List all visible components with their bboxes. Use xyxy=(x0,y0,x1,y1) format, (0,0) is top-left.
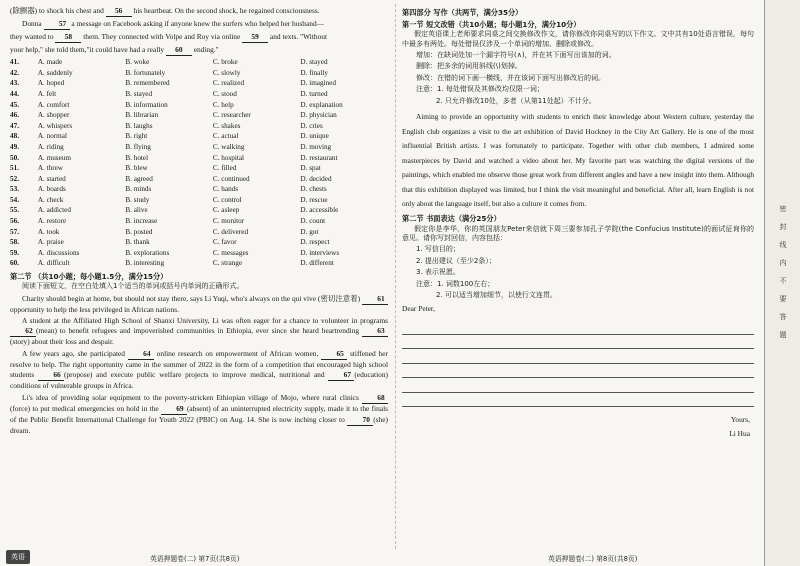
question-number: 43. xyxy=(10,79,19,88)
option-c: C. monitor xyxy=(212,217,245,226)
option-d: D. restaurant xyxy=(300,153,338,162)
option-d: D. cries xyxy=(300,121,323,130)
question-number: 48. xyxy=(10,132,19,141)
text-span: (education) conditions of vulnerable groups in Africa. xyxy=(10,370,388,390)
question-number: 55. xyxy=(10,206,19,215)
option-b: B. right xyxy=(125,132,148,141)
binding-margin xyxy=(764,0,800,566)
left-page-footer: 英语押题卷(二) 第7页(共8页) xyxy=(150,555,240,563)
blank-number: 68 xyxy=(362,393,388,404)
option-row xyxy=(10,217,388,228)
option-d: D. spat xyxy=(300,164,321,173)
blank-number: 62 xyxy=(10,326,36,337)
option-row xyxy=(10,121,388,132)
writing-line xyxy=(402,335,754,350)
option-b: B. alive xyxy=(125,206,148,215)
option-b: B. minds xyxy=(125,185,152,194)
option-c: C. walking xyxy=(212,142,245,151)
question-number: 58. xyxy=(10,238,19,247)
blank-number: 69 xyxy=(161,404,187,415)
blank-number: 60 xyxy=(166,45,192,56)
instruction-line: 假定英语课上老师要求同桌之间交换修改作文，请你修改你同桌写的以下作文。文中共有10处语言错误，每句中最多有两处。每处错误仅涉及一个单词的增加、删除或修改。 xyxy=(402,30,754,48)
option-c: C. favor xyxy=(212,238,237,247)
option-row xyxy=(10,100,388,111)
options-table xyxy=(10,58,388,270)
text-span: your help," she told them,"it could have had a really xyxy=(10,44,166,54)
question-number: 51. xyxy=(10,164,19,173)
option-d: D. explanation xyxy=(300,100,343,109)
text-span: opportunity to help the less privileged in African nations. xyxy=(10,304,179,314)
option-c: C. hospital xyxy=(212,153,245,162)
question-number: 53. xyxy=(10,185,19,194)
option-d: D. unique xyxy=(300,132,329,141)
text-span: (force) to put medical emergencies on hold in the xyxy=(10,403,161,413)
blank-number: 61 xyxy=(362,294,388,305)
instruction-line: 2. 只允许修改10处，多者（从第11处起）不计分。 xyxy=(436,96,596,105)
option-c: C. asleep xyxy=(212,206,240,215)
option-a: A. shopper xyxy=(37,111,70,120)
option-b: B. agreed xyxy=(125,174,153,183)
option-d: D. moving xyxy=(300,142,332,151)
text-span: A student at the Affiliated High School of Shanxi University, Li was often eager for a chance to volunteer in programs xyxy=(22,316,388,326)
option-c: C. filled xyxy=(212,164,237,173)
subject-badge: 英语 xyxy=(6,550,30,564)
part4-title: 第四部分 写作（共两节，满分35分） xyxy=(402,8,523,17)
option-d: D. decided xyxy=(300,174,332,183)
instruction-line: 2. 可以适当增加细节，以使行文连贯。 xyxy=(436,290,557,299)
text-span: (mean) to benefit refugees and impoverished communities in Ethiopia, ever since she heard heartrending xyxy=(36,326,362,336)
blank-number: 70 xyxy=(347,415,373,426)
option-d: D. finally xyxy=(300,68,328,77)
option-d: D. turned xyxy=(300,89,328,98)
option-c: C. researcher xyxy=(212,111,251,120)
question-number: 59. xyxy=(10,248,19,257)
option-row xyxy=(10,195,388,206)
option-a: A. museum xyxy=(37,153,71,162)
question-number: 52. xyxy=(10,174,19,183)
s2-title: 第二节 书面表达（满分25分） xyxy=(402,214,501,224)
option-a: A. started xyxy=(37,174,66,183)
option-d: D. rescue xyxy=(300,195,328,204)
instruction-line: 增加：在缺词处加一个漏字符号(∧)，并在其下面写出该加的词。 xyxy=(416,51,616,60)
text-span: online research on empowerment of African women, xyxy=(153,349,322,359)
option-a: A. normal xyxy=(37,132,67,141)
option-a: A. check xyxy=(37,195,64,204)
option-d: D. physician xyxy=(300,111,337,120)
option-row xyxy=(10,132,388,143)
text-span: A few years ago, she participated xyxy=(22,349,128,359)
option-c: C. realized xyxy=(212,79,245,88)
correction-essay: Aiming to provide an opportunity with students to enrich their knowledge about Western culture, yesterday the English club organizes a visit to the art exhibition of David Hockney in the City Art Gallery. He is one of the most influential British artists. I was fortunately to participate. Together with other club members, I admired some masterpieces by David and watched a video about her. My favorite part was watching the digital versions of the paintings, which enabled me observe those great work from different angles and have a new insight into them. Although that this exhibition displayed was limited, but I think the visit meaningful and beneficial. After all, learn English is not only about the language itself, but also a culture it comes from. xyxy=(402,111,754,209)
writing-line xyxy=(402,349,754,364)
option-row xyxy=(10,227,388,238)
text-span: Charity should begin at home, but should not stay there, says Li Yuqi, who's always on the qui vive (密切注意着) xyxy=(22,293,362,303)
option-d: D. got xyxy=(300,227,319,236)
option-b: B. information xyxy=(125,100,168,109)
text-span: (absent) of an uninterrupted electricity supply, made it to the finals of the Public Benefit International Challenge for Youth 2022 (PBIC) on Aug. 14. She is now inching closer to xyxy=(10,403,388,424)
option-row xyxy=(10,79,388,90)
option-b: B. librarian xyxy=(125,111,159,120)
text-span: his heartbeat. On the second shock, he regained consciousness. xyxy=(131,6,320,15)
blank-number: 57 xyxy=(44,19,70,30)
option-row xyxy=(10,259,388,270)
right-page xyxy=(402,6,754,440)
option-b: B. study xyxy=(125,195,150,204)
writing-line xyxy=(402,378,754,393)
text-span: Li's idea of providing solar equipment to the poverty-stricken Ethiopian village of Mojo, where rural clinics xyxy=(22,392,362,402)
option-d: D. interviews xyxy=(300,248,340,257)
question-number: 50. xyxy=(10,153,19,162)
blank-number: 67 xyxy=(328,370,354,381)
cloze-passage-end xyxy=(10,6,388,56)
option-d: D. stayed xyxy=(300,58,328,67)
writing-line xyxy=(402,320,754,335)
text-span: (she) dream. xyxy=(10,414,388,435)
option-c: C. slowly xyxy=(212,68,241,77)
cloze-line xyxy=(10,19,388,30)
instruction-line: 2. 提出建议（至少2条）； xyxy=(416,256,496,265)
question-number: 57. xyxy=(10,227,19,236)
s2-instructions xyxy=(402,225,754,301)
text-span: them. They connected with Volpe and Roy via online xyxy=(81,31,243,41)
option-a: A. made xyxy=(37,58,63,67)
option-b: B. stayed xyxy=(125,89,153,98)
option-row xyxy=(10,89,388,100)
option-d: D. chests xyxy=(300,185,327,194)
option-c: C. help xyxy=(212,100,234,109)
option-b: B. hotel xyxy=(125,153,149,162)
right-page-footer: 英语押题卷(二) 第8页(共8页) xyxy=(548,555,638,563)
question-number: 42. xyxy=(10,68,19,77)
blank-number: 63 xyxy=(362,326,388,337)
option-b: B. fortunately xyxy=(125,68,166,77)
letter-signoff xyxy=(402,413,754,440)
option-a: A. praise xyxy=(37,238,64,247)
option-c: C. continued xyxy=(212,174,250,183)
option-row xyxy=(10,111,388,122)
instruction-line: 3. 表示祝愿。 xyxy=(416,268,460,277)
option-b: B. posted xyxy=(125,227,153,236)
option-row xyxy=(10,58,388,69)
instruction-line: 删除：把多余的词用斜线(\)划掉。 xyxy=(416,62,522,71)
grammar-paragraph-4 xyxy=(10,393,388,436)
cloze-line xyxy=(10,6,388,17)
blank-number: 56 xyxy=(106,6,132,17)
page-divider xyxy=(395,4,396,549)
option-d: D. imagined xyxy=(300,79,336,88)
cloze-line xyxy=(10,32,388,43)
option-row xyxy=(10,238,388,249)
blank-number: 59 xyxy=(242,32,268,43)
option-d: D. respect xyxy=(300,238,330,247)
text-span: a message on Facebook asking if anyone knew the surfers who helped her husband— xyxy=(69,18,325,28)
s1-instructions xyxy=(402,30,754,106)
writing-line xyxy=(402,393,754,408)
instruction-line: 1. 写信目的； xyxy=(416,245,460,254)
option-a: A. riding xyxy=(37,142,64,151)
option-a: A. boards xyxy=(37,185,66,194)
question-number: 46. xyxy=(10,111,19,120)
option-b: B. interesting xyxy=(125,259,165,268)
question-number: 49. xyxy=(10,142,19,151)
option-a: A. suddenly xyxy=(37,68,73,77)
writing-lines xyxy=(402,320,754,407)
option-d: D. different xyxy=(300,259,334,268)
seal-line-notice: 密封线内不要答题 xyxy=(779,205,787,339)
option-b: B. woke xyxy=(125,58,150,67)
s1-title: 第一节 短文改错（共10小题；每小题1分，满分10分） xyxy=(402,19,581,29)
option-a: A. hoped xyxy=(37,79,65,88)
option-a: A. comfort xyxy=(37,100,70,109)
option-row xyxy=(10,248,388,259)
option-b: B. increase xyxy=(125,217,158,226)
option-c: C. hands xyxy=(212,185,239,194)
question-number: 47. xyxy=(10,121,19,130)
option-c: C. shakes xyxy=(212,121,241,130)
blank-number: 58 xyxy=(55,32,81,43)
option-c: C. delivered xyxy=(212,227,249,236)
text-span: (propose) and execute public welfare projects to improve medical, nutritional and xyxy=(64,370,329,380)
instruction-line: 修改：在错的词下画一横线，并在该词下面写出修改后的词。 xyxy=(416,73,605,82)
option-b: B. laughs xyxy=(125,121,153,130)
text-span: and texts. "Without xyxy=(268,31,328,41)
option-a: A. felt xyxy=(37,89,57,98)
blank-number: 65 xyxy=(321,349,347,360)
text-span: Donna xyxy=(22,18,44,28)
question-number: 54. xyxy=(10,195,19,204)
option-a: A. addicted xyxy=(37,206,71,215)
option-a: A. discussions xyxy=(37,248,80,257)
option-a: A. threw xyxy=(37,164,63,173)
grammar-paragraph-2 xyxy=(10,316,388,347)
letter-signature: Li Hua xyxy=(729,428,750,438)
option-row xyxy=(10,153,388,164)
option-row xyxy=(10,206,388,217)
instruction-line: 注意：1. 词数100左右； xyxy=(416,279,495,288)
instruction-line: 注意：1. 每处错误及其修改均仅限一词； xyxy=(416,85,544,94)
question-number: 44. xyxy=(10,89,19,98)
section2-title: 第二节 （共10小题；每小题1.5分，满分15分） xyxy=(10,271,168,281)
cloze-line xyxy=(10,45,388,56)
grammar-paragraph-1 xyxy=(10,294,388,315)
option-c: C. broke xyxy=(212,58,238,67)
option-a: A. took xyxy=(37,227,60,236)
option-b: B. flying xyxy=(125,142,151,151)
option-row xyxy=(10,68,388,79)
blank-number: 66 xyxy=(38,370,64,381)
option-a: A. restore xyxy=(37,217,67,226)
option-d: D. count xyxy=(300,217,326,226)
section2-instructions: 阅读下面短文，在空白处填入1个适当的单词或括号内单词的正确形式。 xyxy=(22,282,244,291)
option-b: B. remembered xyxy=(125,79,170,88)
text-span: (除颤器) to shock his chest and xyxy=(10,6,106,15)
option-b: B. blew xyxy=(125,164,148,173)
question-number: 41. xyxy=(10,58,19,67)
text-span: ending." xyxy=(191,44,219,54)
question-number: 56. xyxy=(10,217,19,226)
option-c: C. strange xyxy=(212,259,243,268)
left-page xyxy=(10,6,388,438)
option-b: B. explorations xyxy=(125,248,170,257)
option-c: C. actual xyxy=(212,132,239,141)
option-row xyxy=(10,164,388,175)
option-row xyxy=(10,185,388,196)
question-number: 45. xyxy=(10,100,19,109)
option-row xyxy=(10,142,388,153)
option-row xyxy=(10,174,388,185)
option-c: C. stood xyxy=(212,89,237,98)
text-span: they wanted to xyxy=(10,31,56,41)
text-span: stiffened her resolve to help. The right opportunity came in the summer of 2022 in the form of a competition that encouraged high school students xyxy=(10,349,388,380)
option-d: D. accessible xyxy=(300,206,339,215)
question-number: 60. xyxy=(10,259,19,268)
instruction-line: 假定你是李华，你的英国朋友Peter来信就下周三要参加孔子学院(the Confucius Institute)的面试征询你的意见。请你写封回信，内容包括： xyxy=(402,224,754,243)
option-b: B. thank xyxy=(125,238,150,247)
blank-number: 64 xyxy=(128,349,154,360)
writing-line xyxy=(402,364,754,379)
option-c: C. messages xyxy=(212,248,249,257)
option-a: A. whispers xyxy=(37,121,73,130)
option-a: A. difficult xyxy=(37,259,70,268)
option-c: C. control xyxy=(212,195,242,204)
text-span: (story) about their loss and despair. xyxy=(10,337,114,347)
grammar-paragraph-3 xyxy=(10,349,388,391)
letter-closing: Yours, xyxy=(730,415,750,425)
letter-salutation: Dear Peter, xyxy=(402,304,435,314)
